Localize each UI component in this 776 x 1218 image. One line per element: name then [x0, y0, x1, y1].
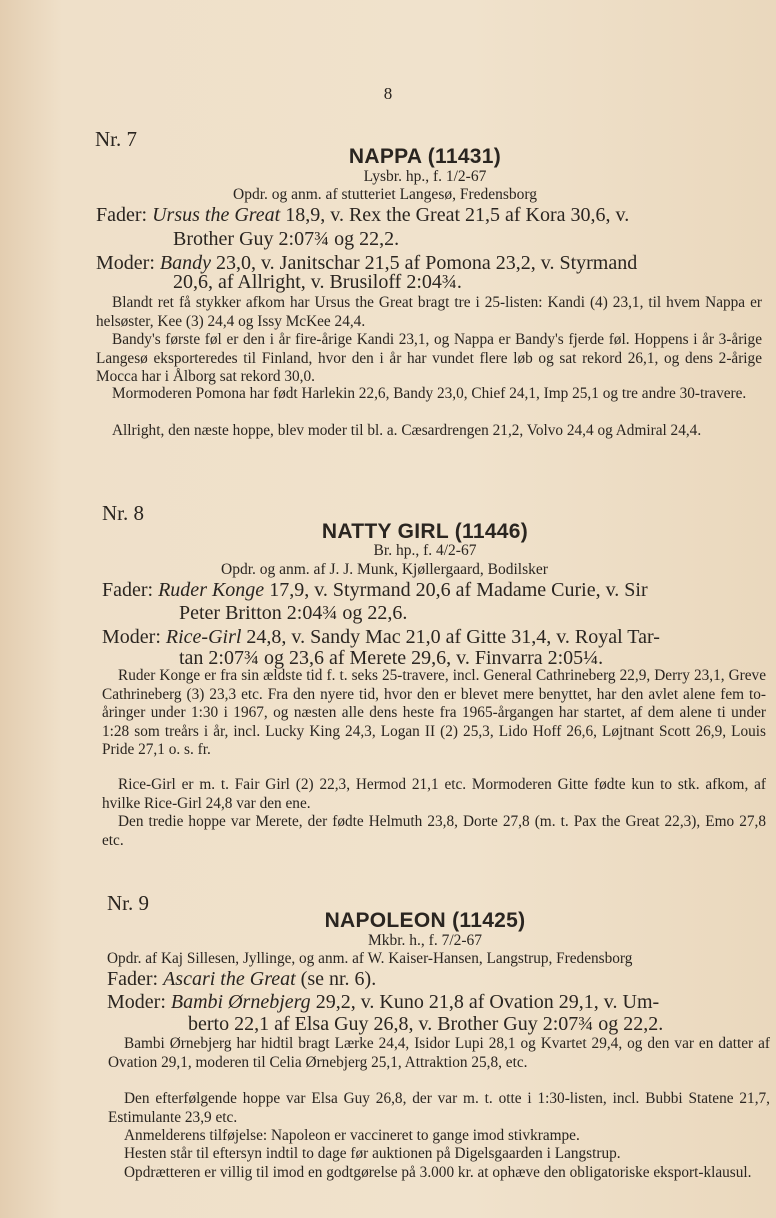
pedigree-note: Den efterfølgende hoppe var Elsa Guy 26,8, der var m. t. otte i 1:30-listen, incl. Bubbi Statene 21,7, Estimulante 23,9 etc.	[108, 1090, 770, 1126]
breeder-line: Opdr. og anm. af stutteriet Langesø, Fredensborg	[233, 186, 538, 203]
sire-line	[107, 968, 376, 991]
horse-description: Mkbr. h., f. 7/2-67	[367, 932, 483, 949]
dam-line	[102, 626, 660, 649]
dam-name: Bandy	[159, 252, 211, 274]
sire-details: 17,9, v. Styrmand 20,6 af Madame Curie, v. Sir	[264, 579, 648, 601]
dam-details: 23,0, v. Janitschar 21,5 af Pomona 23,2, v. Styrmand	[210, 252, 638, 274]
dam-label: Moder:	[107, 991, 166, 1013]
dam-name: Bambi Ørnebjerg	[170, 991, 311, 1013]
dam-label: Moder:	[96, 252, 155, 274]
page-number: 8	[383, 84, 393, 103]
dam-line	[107, 991, 659, 1014]
sire-line-continued: Peter Britton 2:04¾ og 22,6.	[179, 602, 408, 624]
sire-label: Fader:	[102, 579, 154, 601]
sire-name: Ruder Konge	[158, 579, 265, 601]
sire-line	[102, 579, 648, 602]
pedigree-note: Hesten står til eftersyn indtil to dage før auktionen på Digelsgaarden i Langstrup.	[124, 1145, 621, 1162]
pedigree-note: Ruder Konge er fra sin ældste tid f. t. seks 25-travere, incl. General Cathrineberg 22,9, Derry 23,1, Greve Cathrineberg (3) 23,3 etc. Fra den nyere tid, hvor den er blevet mere benyttet, har den avlet alene fem to-åringer under 1:30 i 1967, og næsten alle dens heste fra 1965-årgangen har startet, af dem alene ti under 1:28 som treårs i år, incl. Lucky King 24,3, Logan II (2) 25,3, Lido Hoff 26,6, Løjtnant Scott 26,9, Louis Pride 27,1 o. s. fr.	[102, 667, 766, 758]
sire-label: Fader:	[96, 204, 148, 226]
dam-line-continued: tan 2:07¾ og 23,6 af Merete 29,6, v. Finvarra 2:05¼.	[179, 647, 604, 669]
pedigree-note: Mormoderen Pomona har født Harlekin 22,6, Bandy 23,0, Chief 24,1, Imp 25,1 og tre andre 30-travere.	[112, 385, 747, 402]
entry-number: Nr. 9	[107, 891, 149, 915]
pedigree-note: Bandy's første føl er den i år fire-årige Kandi 23,1, og Nappa er Bandy's fjerde føl. Hoppens i år 3-årige Langesø eksporteredes til Finland, hvor den i år har vundet flere løb og sat rekord 26,1, og dens 2-årige Mocca har i Ålborg sat rekord 30,0.	[96, 331, 762, 385]
sire-name: Ascari the Great	[163, 968, 296, 990]
horse-name: NAPPA (11431)	[348, 145, 502, 168]
sire-line	[96, 204, 629, 227]
pedigree-note: Den tredie hoppe var Merete, der fødte Helmuth 23,8, Dorte 27,8 (m. t. Pax the Great 22,3), Emo 27,8 etc.	[102, 813, 766, 849]
sire-details: (se nr. 6).	[295, 968, 377, 990]
pedigree-note: Allright, den næste hoppe, blev moder til bl. a. Cæsardrengen 21,2, Volvo 24,4 og Admiral 24,4.	[112, 422, 702, 439]
dam-name: Rice-Girl	[165, 626, 242, 648]
dam-line-continued: berto 22,1 af Elsa Guy 26,8, v. Brother Guy 2:07¾ og 22,2.	[188, 1013, 664, 1035]
dam-line-continued: 20,6, af Allright, v. Brusiloff 2:04¾.	[173, 271, 462, 293]
dam-details: 24,8, v. Sandy Mac 21,0 af Gitte 31,4, v. Royal Tar-	[241, 626, 660, 648]
sire-details: 18,9, v. Rex the Great 21,5 af Kora 30,6, v.	[280, 204, 630, 226]
pedigree-note: Anmelderens tilføjelse: Napoleon er vaccineret to gange imod stivkrampe.	[124, 1127, 580, 1144]
entry-number: Nr. 7	[95, 127, 137, 151]
sire-line-continued: Brother Guy 2:07¾ og 22,2.	[173, 228, 400, 250]
breeder-line: Opdr. og anm. af J. J. Munk, Kjøllergaard, Bodilsker	[221, 561, 548, 578]
horse-description: Br. hp., f. 4/2-67	[373, 542, 477, 559]
pedigree-note: Opdrætteren er villig til imod en godtgørelse på 3.000 kr. at ophæve den obligatoriske eksport-klausul.	[124, 1164, 752, 1181]
horse-name: NAPOLEON (11425)	[324, 909, 526, 932]
horse-name: NATTY GIRL (11446)	[321, 520, 529, 543]
dam-details: 29,2, v. Kuno 21,8 af Ovation 29,1, v. Um-	[310, 991, 660, 1013]
entry-number: Nr. 8	[102, 501, 144, 525]
sire-label: Fader:	[107, 968, 159, 990]
pedigree-note: Blandt ret få stykker afkom har Ursus the Great bragt tre i 25-listen: Kandi (4) 23,1, til hvem Nappa er helsøster, Kee (3) 24,4 og Issy McKee 24,4.	[96, 294, 762, 330]
pedigree-note: Bambi Ørnebjerg har hidtil bragt Lærke 24,4, Isidor Lupi 28,1 og Kvartet 29,4, og den var en datter af Ovation 29,1, moderen til Celia Ørnebjerg 25,1, Attraktion 25,8, etc.	[108, 1035, 770, 1071]
dam-label: Moder:	[102, 626, 161, 648]
breeder-line: Opdr. af Kaj Sillesen, Jyllinge, og anm. af W. Kaiser-Hansen, Langstrup, Fredensborg	[107, 950, 633, 967]
pedigree-note: Rice-Girl er m. t. Fair Girl (2) 22,3, Hermod 21,1 etc. Mormoderen Gitte fødte kun to stk. afkom, af hvilke Rice-Girl 24,8 var den ene.	[102, 776, 766, 812]
sire-name: Ursus the Great	[152, 204, 281, 226]
horse-description: Lysbr. hp., f. 1/2-67	[363, 168, 487, 185]
